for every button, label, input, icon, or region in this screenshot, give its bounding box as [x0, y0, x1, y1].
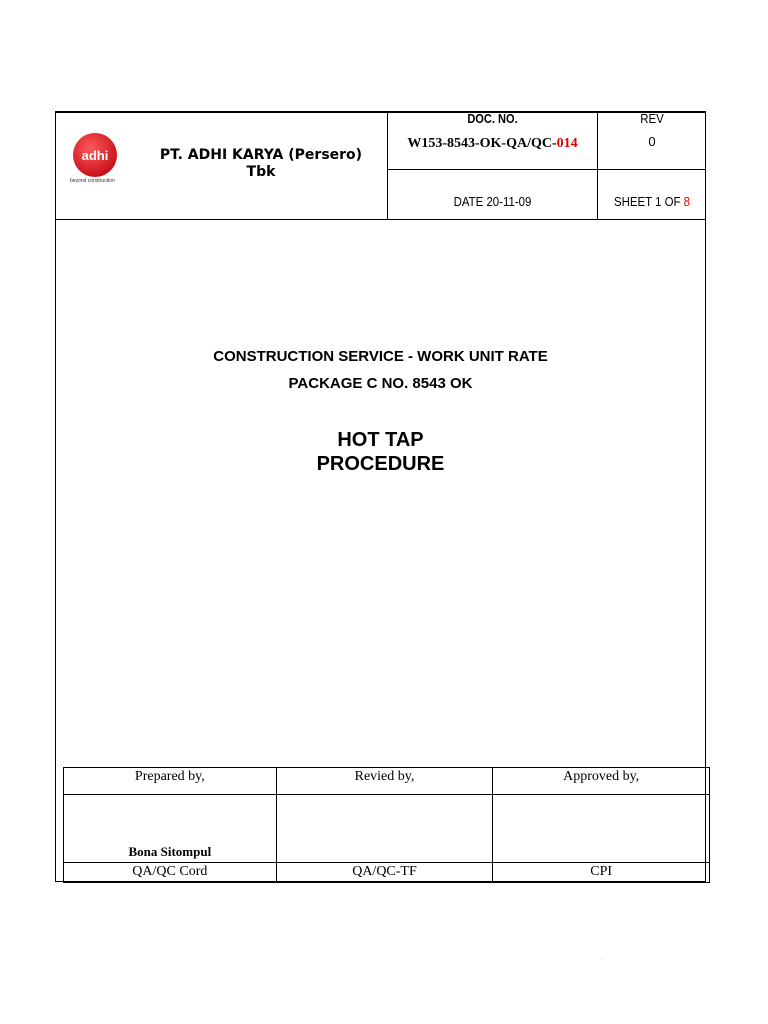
signature-table	[63, 767, 710, 883]
revision-value: 0	[648, 134, 656, 149]
approved-by-role: CPI	[493, 863, 710, 883]
approved-by-name	[493, 795, 710, 863]
package-title: PACKAGE C NO. 8543 OK	[288, 375, 473, 392]
date-text: DATE 20-11-09	[453, 194, 532, 209]
doc-number-suffix: 014	[556, 136, 578, 151]
date-cell	[388, 170, 598, 219]
sheet-text	[604, 194, 699, 209]
doc-number-label: DOC. NO.	[467, 111, 518, 126]
signature-row	[64, 795, 710, 863]
doc-number-value	[388, 136, 597, 152]
reviewed-by-header: Revied by,	[276, 768, 493, 795]
document-title-line1: HOT TAP	[337, 429, 424, 451]
stray-mark: ·	[601, 956, 603, 962]
document-header	[55, 111, 706, 220]
prepared-by-header: Prepared by,	[64, 768, 277, 795]
doc-number-prefix: W153-8543-OK-QA/QC-	[407, 136, 557, 151]
prepared-by-name: Bona Sitompul	[64, 795, 277, 863]
document-title	[55, 428, 706, 476]
service-title: CONSTRUCTION SERVICE - WORK UNIT RATE	[213, 348, 548, 365]
signature-role-row	[64, 863, 710, 883]
doc-number-cell	[388, 111, 598, 170]
sheet-cell	[598, 170, 706, 219]
reviewed-by-name	[276, 795, 493, 863]
company-name-line1: PT. ADHI KARYA (Persero)	[159, 147, 363, 163]
company-name-line2: Tbk	[246, 164, 276, 180]
logo-wordmark: adhi	[81, 148, 109, 163]
logo-tagline: beyond construction	[70, 178, 115, 184]
sheet-prefix: SHEET 1 OF	[613, 194, 684, 209]
signature-header-row	[64, 768, 710, 795]
company-cell	[55, 111, 388, 219]
adhi-logo	[71, 133, 119, 181]
reviewed-by-role: QA/QC-TF	[276, 863, 493, 883]
sheet-total: 8	[683, 194, 691, 209]
revision-label: REV	[640, 111, 664, 126]
approved-by-header: Approved by,	[493, 768, 710, 795]
revision-cell	[598, 111, 706, 170]
document-title-line2: PROCEDURE	[316, 453, 445, 475]
company-name	[141, 147, 381, 181]
prepared-by-role: QA/QC Cord	[64, 863, 277, 883]
